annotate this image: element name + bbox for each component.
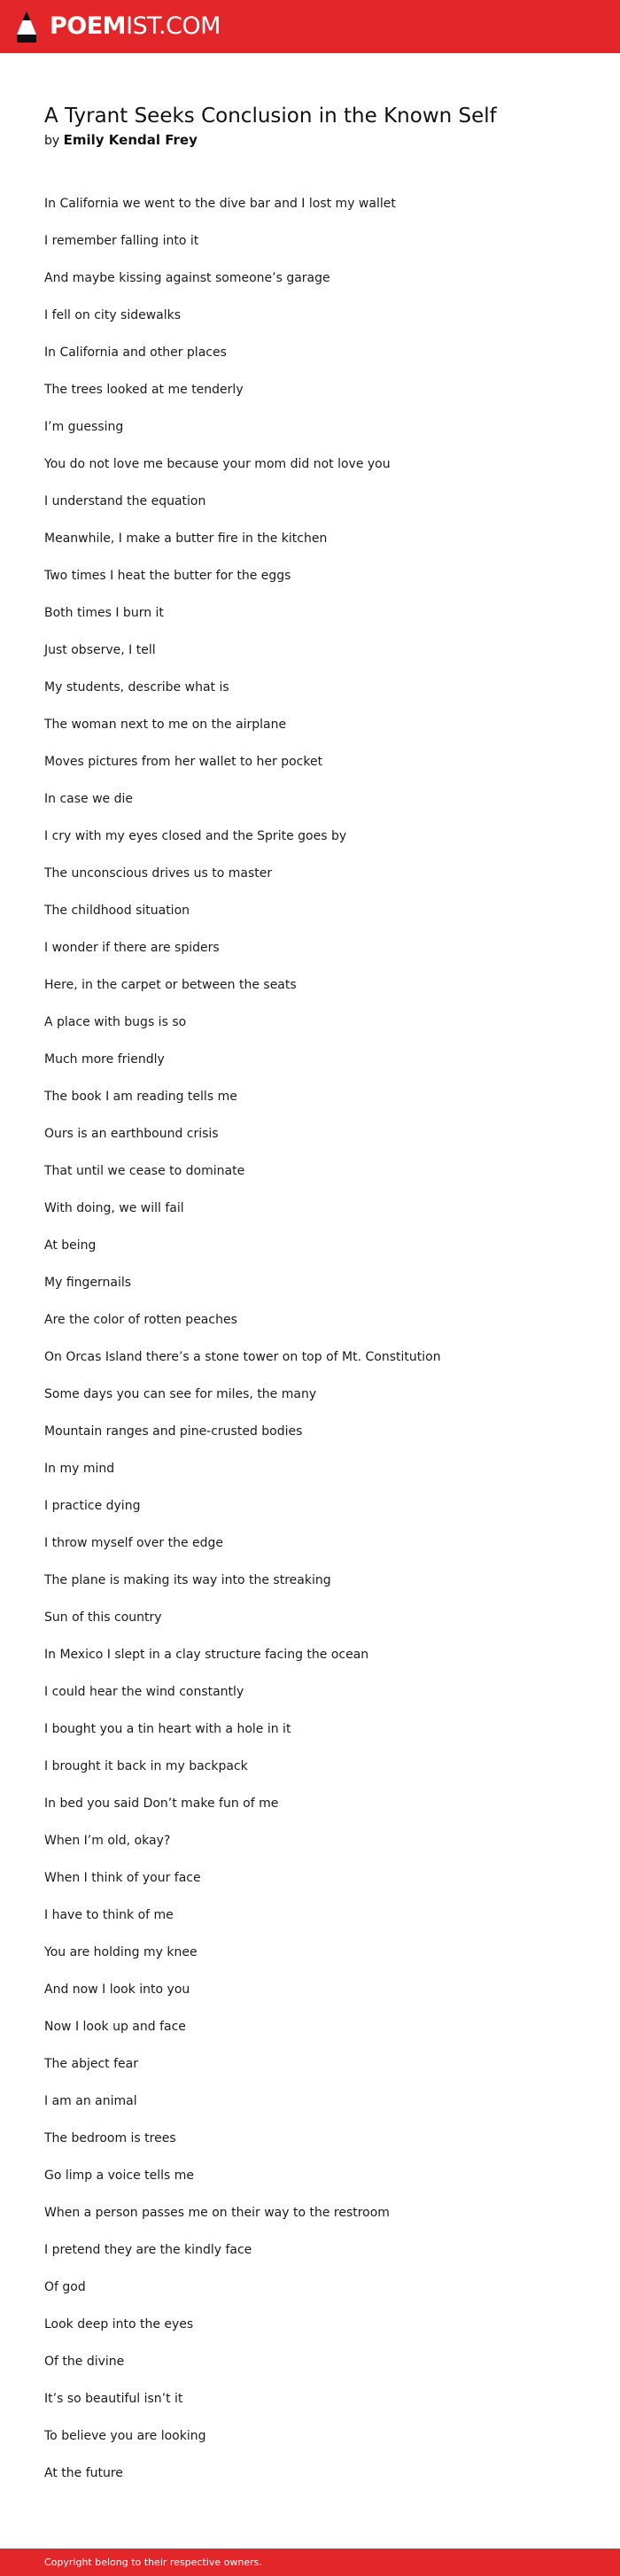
poem-line: Ours is an earthbound crisis [44,1127,219,1141]
poem-line: My fingernails [44,1276,132,1290]
poem-title: A Tyrant Seeks Conclusion in the Known Self [44,105,497,128]
poem-line: And maybe kissing against someone’s garage [44,271,330,285]
poem-line: The abject fear [44,2057,138,2071]
poem-line: I’m guessing [44,420,124,434]
byline [44,131,198,150]
poem-line: I pretend they are the kindly face [44,2243,252,2257]
logo-text [50,9,221,44]
poem-line: In my mind [44,1462,115,1476]
logo-text-bold: POEM [50,12,127,40]
site-footer [0,2549,620,2576]
poem-line: When a person passes me on their way to the restroom [44,2206,390,2220]
poem-line: I have to think of me [44,1908,174,1922]
poem-line: The bedroom is trees [44,2131,176,2145]
poem-line: Now I look up and face [44,2020,186,2034]
poem-line: When I’m old, okay? [44,1834,171,1848]
poem-line: Two times I heat the butter for the eggs [44,569,291,583]
site-logo[interactable] [16,9,221,44]
poem-line: I fell on city sidewalks [44,308,182,322]
poem-line: The unconscious drives us to master [44,866,273,881]
site-header [0,0,620,53]
poem-line: Both times I burn it [44,606,164,620]
poem-line: I cry with my eyes closed and the Sprite goes by [44,829,347,843]
poem-line: Mountain ranges and pine-crusted bodies [44,1424,303,1439]
poem-line: In bed you said Don’t make fun of me [44,1796,279,1811]
poem-line: When I think of your face [44,1871,201,1885]
poem-line: You are holding my knee [44,1945,198,1959]
poem-line: Sun of this country [44,1610,162,1625]
poem-line: I practice dying [44,1499,141,1513]
poem-line: At being [44,1238,97,1253]
poem-line: My students, describe what is [44,680,229,694]
poem-line: I understand the equation [44,494,206,508]
poem-line: Here, in the carpet or between the seats [44,978,297,992]
poem-line: I throw myself over the edge [44,1536,224,1550]
logo-text-light: IST.COM [126,12,221,40]
poem-line: In case we die [44,792,133,806]
poem-line: At the future [44,2466,123,2480]
poem-line: Some days you can see for miles, the many [44,1387,317,1401]
poem-line: The book I am reading tells me [44,1090,237,1104]
poem-line: I bought you a tin heart with a hole in it [44,1722,291,1736]
poem-line: I brought it back in my backpack [44,1759,248,1773]
author-link[interactable]: Emily Kendal Frey [63,132,198,148]
poem-line: Moves pictures from her wallet to her pocket [44,755,323,769]
poem-line: Are the color of rotten peaches [44,1313,237,1327]
poem-line: With doing, we will fail [44,1201,184,1215]
footer-copyright: Copyright belong to their respective owners. [44,2557,262,2568]
poem-line: Of god [44,2280,86,2294]
poem-line: It’s so beautiful isn’t it [44,2392,183,2406]
poem-line: In California and other places [44,345,227,360]
poem-line: I remember falling into it [44,234,199,248]
poem-line: The childhood situation [44,904,190,918]
poem-line: Just observe, I tell [44,643,156,657]
poem-line: On Orcas Island there’s a stone tower on top of Mt. Constitution [44,1350,441,1364]
pencil-tip-icon [16,10,37,43]
poem-line: I could hear the wind constantly [44,1685,244,1699]
poem-body [44,192,576,2499]
poem-line: The trees looked at me tenderly [44,383,244,397]
poem-line: I wonder if there are spiders [44,941,220,955]
poem-line: I am an animal [44,2094,137,2108]
poem-line: In California we went to the dive bar and I lost my wallet [44,197,396,211]
poem-line: A place with bugs is so [44,1015,187,1029]
poem-line: Of the divine [44,2355,125,2369]
poem-line: Meanwhile, I make a butter fire in the kitchen [44,531,328,546]
poem-line: The plane is making its way into the streaking [44,1573,331,1587]
poem-line: That until we cease to dominate [44,1164,245,1178]
poem-line: The woman next to me on the airplane [44,718,287,732]
poem-line: Go limp a voice tells me [44,2169,195,2183]
poem-line: In Mexico I slept in a clay structure facing the ocean [44,1648,369,1662]
poem-line: Much more friendly [44,1052,165,1067]
poem-line: You do not love me because your mom did not love you [44,457,391,471]
poem-line: Look deep into the eyes [44,2317,194,2332]
byline-prefix: by [44,134,60,148]
poem-line: To believe you are looking [44,2429,206,2443]
poem-line: And now I look into you [44,1982,190,1997]
